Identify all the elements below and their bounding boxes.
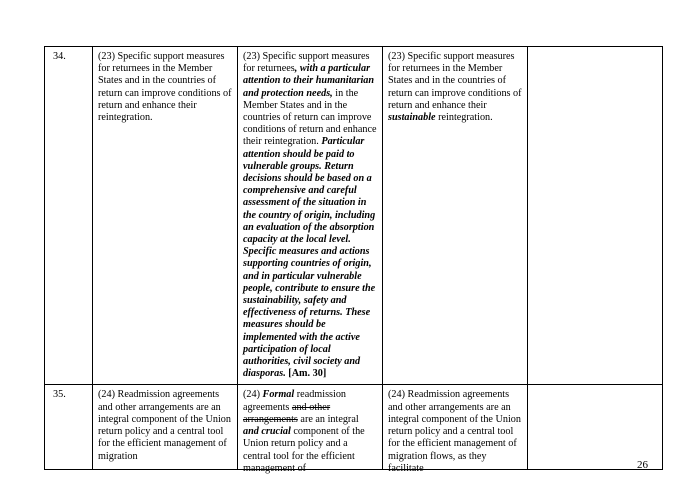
text-run: (24)	[243, 389, 263, 401]
text-run: [Am. 30]	[288, 368, 327, 380]
council-position-cell	[383, 385, 528, 474]
compromise-text-cell	[528, 385, 663, 470]
text-run: Particular attention should be paid to vulnerable groups. Return decisions should be based on a comprehensive and careful assessment of the situation in the country of origin, including an evaluation of the absorption capacity at the local level. Specific measures and actions supporting countries of origin, and in particular vulnerable people, contribute to ensure the sustainability, safety and effectiveness of returns. These measures should be implemented with the active participation of local authorities, civil society and diasporas.	[243, 136, 376, 380]
parliament-position-cell	[238, 385, 383, 474]
table-row	[45, 385, 663, 470]
parliament-position-cell	[238, 47, 383, 385]
four-column-comparison-table	[44, 46, 663, 474]
cell-text	[243, 389, 377, 474]
council-position-cell	[383, 47, 528, 385]
row-number: 35.	[45, 385, 93, 470]
cell-text	[388, 389, 522, 474]
text-run: in the Member States and in the countries of return can improve conditions of return and enhance their reintegration.	[243, 87, 377, 148]
row-number: 34.	[45, 47, 93, 385]
text-run: and other arrangements	[243, 401, 331, 425]
text-run: sustainable	[388, 112, 436, 124]
text-run: (24) Readmission agreements and other arrangements are an integral component of the Union return policy and a central tool for the efficient management of migration flows, as they facilitate	[388, 389, 521, 474]
table-row	[45, 47, 663, 385]
text-run: component of the Union return policy and a central tool for the efficient management of	[243, 426, 365, 474]
text-run: and crucial	[243, 426, 291, 438]
page-number: 26	[637, 459, 648, 471]
compromise-text-cell	[528, 47, 663, 385]
text-run: reintegration.	[435, 112, 493, 124]
commission-proposal-cell: (23) Specific support measures for returnees in the Member States and in the countries of return can improve conditions of return and enhance their reintegration.	[93, 47, 238, 385]
commission-proposal-cell	[93, 385, 238, 470]
cell-text: (24) Readmission agreements and other arrangements are an integral component of the Union return policy and a central tool for the efficient management of migration	[98, 389, 231, 462]
text-run: readmission agreements	[243, 389, 347, 413]
text-run: (23) Specific support measures for returnees in the Member States and in the countries of return can improve conditions of return and enhance their	[388, 51, 522, 111]
text-run: Formal	[262, 389, 295, 401]
text-run: (23) Specific support measures for returnees	[243, 51, 370, 75]
text-run: are an integral	[297, 413, 359, 425]
text-run: , with a particular attention to their humanitarian and protection needs,	[243, 63, 375, 99]
